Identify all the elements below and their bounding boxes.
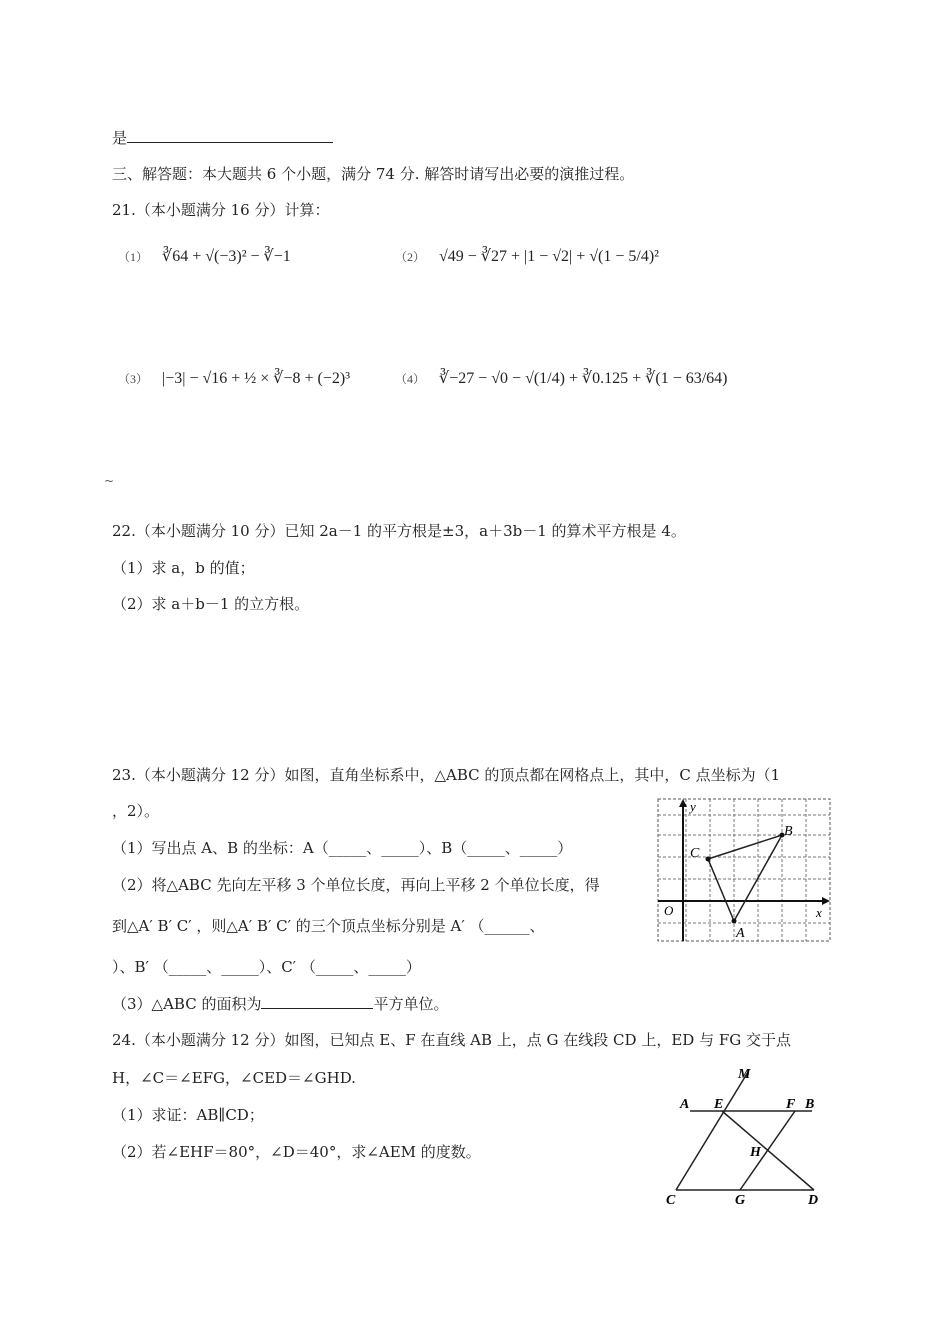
label-b: B — [805, 1097, 815, 1112]
q23-grid-figure — [656, 797, 832, 943]
x-axis-arrow — [822, 897, 830, 905]
point-a — [732, 919, 737, 924]
q23-part-2b: 到△A′ B′ C′ ，则△A′ B′ C′ 的三个顶点坐标分别是 A′ （______、 — [112, 917, 545, 935]
q22-header: 22.（本小题满分 10 分）已知 2a－1 的平方根是±3，a＋3b－1 的算术平方根是 4。 — [112, 522, 686, 540]
q21-item-2 — [395, 246, 659, 266]
q24-geometry-figure — [662, 1062, 834, 1208]
q22-part-1: （1）求 a，b 的值； — [112, 559, 255, 577]
label-a: A — [736, 926, 745, 941]
q21-item-2-label: （2） — [395, 250, 426, 264]
label-x: x — [816, 905, 822, 920]
label-origin: O — [664, 903, 674, 918]
area-answer-blank[interactable] — [261, 994, 373, 1009]
q23-part-2a: （2）将△ABC 先向左平移 3 个单位长度，再向上平移 2 个单位长度，得 — [112, 876, 600, 894]
point-c — [706, 857, 711, 862]
label-b: B — [784, 824, 793, 839]
q23-header: 23.（本小题满分 12 分）如图，直角坐标系中，△ABC 的顶点都在网格点上，其中，C 点坐标为（1 — [112, 766, 781, 784]
q23-part-1: （1）写出点 A、B 的坐标：A（_____、_____）、B（_____、_____） — [112, 839, 573, 857]
section-title: 三、解答题：本大题共 6 个小题，满分 74 分. 解答时请写出必要的演推过程。 — [112, 165, 635, 183]
q24-header-cont: H，∠C＝∠EFG，∠CED＝∠GHD. — [112, 1069, 356, 1087]
q24-part-1: （1）求证：AB∥CD； — [112, 1106, 264, 1124]
q21-item-3-expr: |−3| − √16 + ½ × ∛−8 + (−2)³ — [162, 370, 351, 387]
q23-part-3-text: （3）△ABC 的面积为 — [112, 995, 262, 1013]
prev-answer-line — [112, 127, 333, 149]
answer-blank[interactable] — [127, 128, 333, 143]
label-f: F — [786, 1097, 796, 1112]
figure-lines — [676, 1072, 814, 1190]
prev-answer-prefix: 是 — [112, 129, 128, 147]
stray-mark: ~ — [104, 474, 115, 488]
label-c: C — [666, 1193, 676, 1208]
label-e: E — [714, 1097, 724, 1112]
triangle-abc — [708, 835, 782, 921]
q21-item-1-label: （1） — [118, 250, 149, 264]
label-g: G — [735, 1193, 746, 1208]
label-c: C — [690, 846, 700, 861]
q21-header: 21.（本小题满分 16 分）计算： — [112, 201, 330, 219]
q24-part-2: （2）若∠EHF＝80°，∠D＝40°，求∠AEM 的度数。 — [112, 1143, 481, 1161]
label-a: A — [680, 1097, 690, 1112]
q21-item-4-expr: ∛−27 − √0 − √(1/4) + ∛0.125 + ∛(1 − 63/64) — [439, 370, 728, 387]
q21-item-1-expr: ∛64 + √(−3)² − ∛−1 — [162, 248, 291, 265]
label-h: H — [750, 1145, 761, 1160]
q21-item-4 — [395, 368, 728, 388]
label-m: M — [738, 1067, 751, 1082]
label-d: D — [808, 1193, 819, 1208]
q23-part-3-unit: 平方单位。 — [373, 995, 449, 1013]
q23-header-cont: ，2）。 — [112, 802, 160, 820]
q23-part-2c: ）、B′ （_____、_____）、C′ （_____、_____） — [112, 958, 421, 976]
q24-header: 24.（本小题满分 12 分）如图，已知点 E、F 在直线 AB 上，点 G 在线段 CD 上，ED 与 FG 交于点 — [112, 1031, 791, 1049]
q21-item-2-expr: √49 − ∛27 + |1 − √2| + √(1 − 5/4)² — [439, 248, 659, 265]
q22-part-2: （2）求 a＋b－1 的立方根。 — [112, 595, 310, 613]
q21-item-3 — [118, 368, 350, 388]
q21-item-4-label: （4） — [395, 372, 426, 386]
label-y: y — [690, 799, 696, 814]
q21-item-3-label: （3） — [118, 372, 149, 386]
q21-item-1 — [118, 246, 291, 266]
q23-part-3 — [112, 993, 448, 1015]
